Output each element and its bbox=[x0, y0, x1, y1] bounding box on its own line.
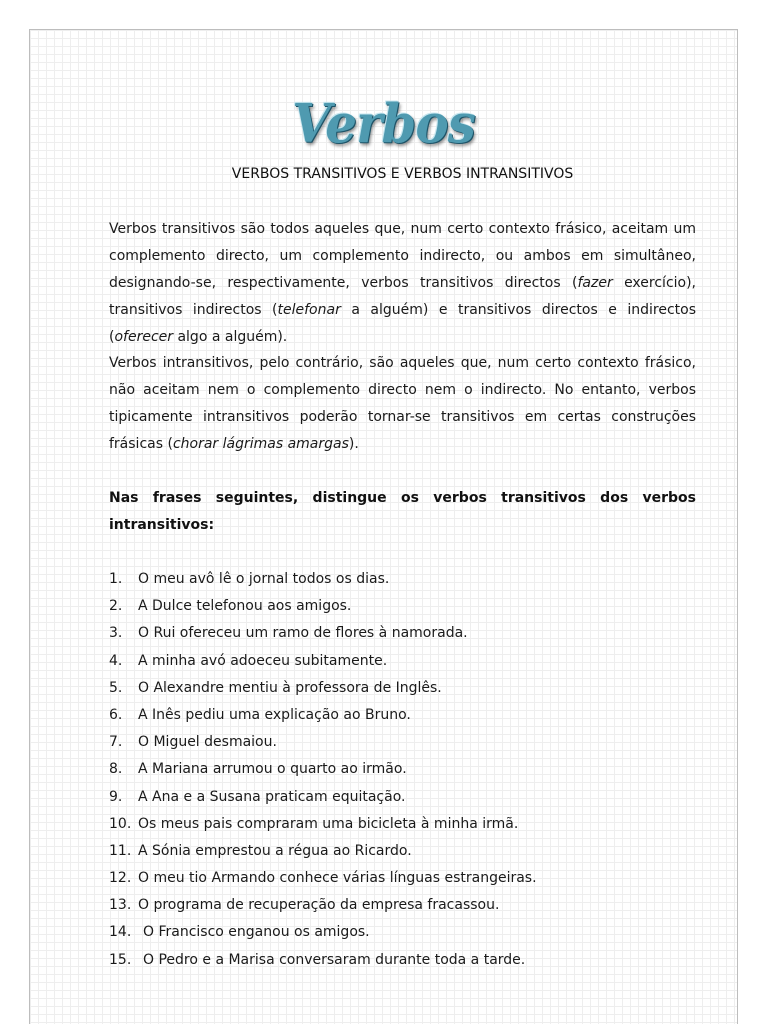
item-text: A Sónia emprestou a régua ao Ricardo. bbox=[138, 842, 412, 859]
exercise-item bbox=[109, 675, 709, 702]
exercise-item bbox=[109, 947, 709, 974]
paragraph-text: a alguém) e transitivos directos e indirectos ( bbox=[109, 302, 696, 345]
exercise-item bbox=[109, 784, 709, 811]
exercise-item bbox=[109, 811, 709, 838]
item-number: 13. bbox=[109, 897, 132, 914]
example-verb: oferecer bbox=[114, 329, 174, 345]
paragraph-transitive bbox=[109, 216, 696, 351]
paragraph-text: Verbos transitivos são todos aqueles que, num certo contexto frásico, aceitam um complemento directo, um complemento indirecto, ou ambos em simultâneo, designando-se, respectivamente, verbos transitivos directos ( bbox=[109, 221, 696, 291]
item-text: A Dulce telefonou aos amigos. bbox=[138, 598, 352, 615]
item-text: O Miguel desmaiou. bbox=[138, 734, 277, 751]
item-number: 1. bbox=[109, 571, 123, 587]
section-heading: VERBOS TRANSITIVOS E VERBOS INTRANSITIVOS bbox=[231, 166, 574, 182]
example-verb: fazer bbox=[577, 275, 613, 291]
exercise-item bbox=[109, 756, 709, 783]
item-number: 14. bbox=[109, 924, 132, 941]
example-phrase: chorar lágrimas amargas bbox=[172, 436, 349, 452]
example-verb: telefonar bbox=[277, 302, 341, 318]
exercise-item bbox=[109, 919, 709, 946]
exercise-item bbox=[109, 892, 709, 919]
exercise-item bbox=[109, 566, 709, 593]
item-number: 3. bbox=[109, 625, 123, 642]
exercise-item bbox=[109, 620, 709, 647]
item-number: 9. bbox=[109, 788, 123, 805]
item-number: 15. bbox=[109, 951, 132, 968]
item-text: O meu tio Armando conhece várias línguas estrangeiras. bbox=[138, 870, 537, 887]
item-text: O programa de recuperação da empresa fracassou. bbox=[138, 897, 500, 914]
item-text: A Inês pediu uma explicação ao Bruno. bbox=[138, 706, 411, 723]
item-text: O Rui ofereceu um ramo de flores à namorada. bbox=[138, 625, 468, 642]
item-text: O meu avô lê o jornal todos os dias. bbox=[138, 571, 390, 587]
item-number: 8. bbox=[109, 761, 123, 778]
item-number: 12. bbox=[109, 870, 132, 887]
item-number: 6. bbox=[109, 706, 123, 723]
paragraph-text: exercício), transitivos indirectos ( bbox=[109, 275, 697, 318]
item-text: A Ana e a Susana praticam equitação. bbox=[138, 788, 406, 805]
paragraph-text: Verbos intransitivos, pelo contrário, são aqueles que, num certo contexto frásico, não aceitam nem o complemento directo nem o indirecto. No entanto, verbos tipicamente intransitivos poderão tornar-se transitivos em certas construções frásicas ( bbox=[109, 355, 696, 452]
item-text: O Pedro e a Marisa conversaram durante toda a tarde. bbox=[143, 951, 526, 968]
item-number: 4. bbox=[109, 652, 123, 669]
item-text: O Francisco enganou os amigos. bbox=[143, 924, 370, 941]
item-number: 7. bbox=[109, 734, 123, 751]
exercise-item bbox=[109, 865, 709, 892]
item-text: A Mariana arrumou o quarto ao irmão. bbox=[138, 761, 407, 778]
item-number: 10. bbox=[109, 815, 132, 832]
item-number: 11. bbox=[109, 842, 132, 859]
exercise-item bbox=[109, 702, 709, 729]
item-text: Os meus pais compraram uma bicicleta à minha irmã. bbox=[138, 815, 519, 832]
item-text: O Alexandre mentiu à professora de Inglês. bbox=[138, 679, 442, 696]
paragraph-text: algo a alguém). bbox=[173, 329, 288, 345]
title-logo: Verbos bbox=[292, 92, 475, 155]
document-page bbox=[29, 29, 738, 1024]
exercise-item bbox=[109, 729, 709, 756]
exercise-list bbox=[109, 566, 709, 974]
paragraph-intransitive bbox=[109, 350, 696, 458]
exercise-instruction: Nas frases seguintes, distingue os verbos transitivos dos verbos intransitivos: bbox=[109, 490, 696, 533]
exercise-item bbox=[109, 838, 709, 865]
item-number: 2. bbox=[109, 598, 123, 615]
exercise-item bbox=[109, 648, 709, 675]
paragraph-text: ). bbox=[348, 436, 359, 452]
item-text: A minha avó adoeceu subitamente. bbox=[138, 652, 388, 669]
item-number: 5. bbox=[109, 679, 123, 696]
exercise-item bbox=[109, 593, 709, 620]
